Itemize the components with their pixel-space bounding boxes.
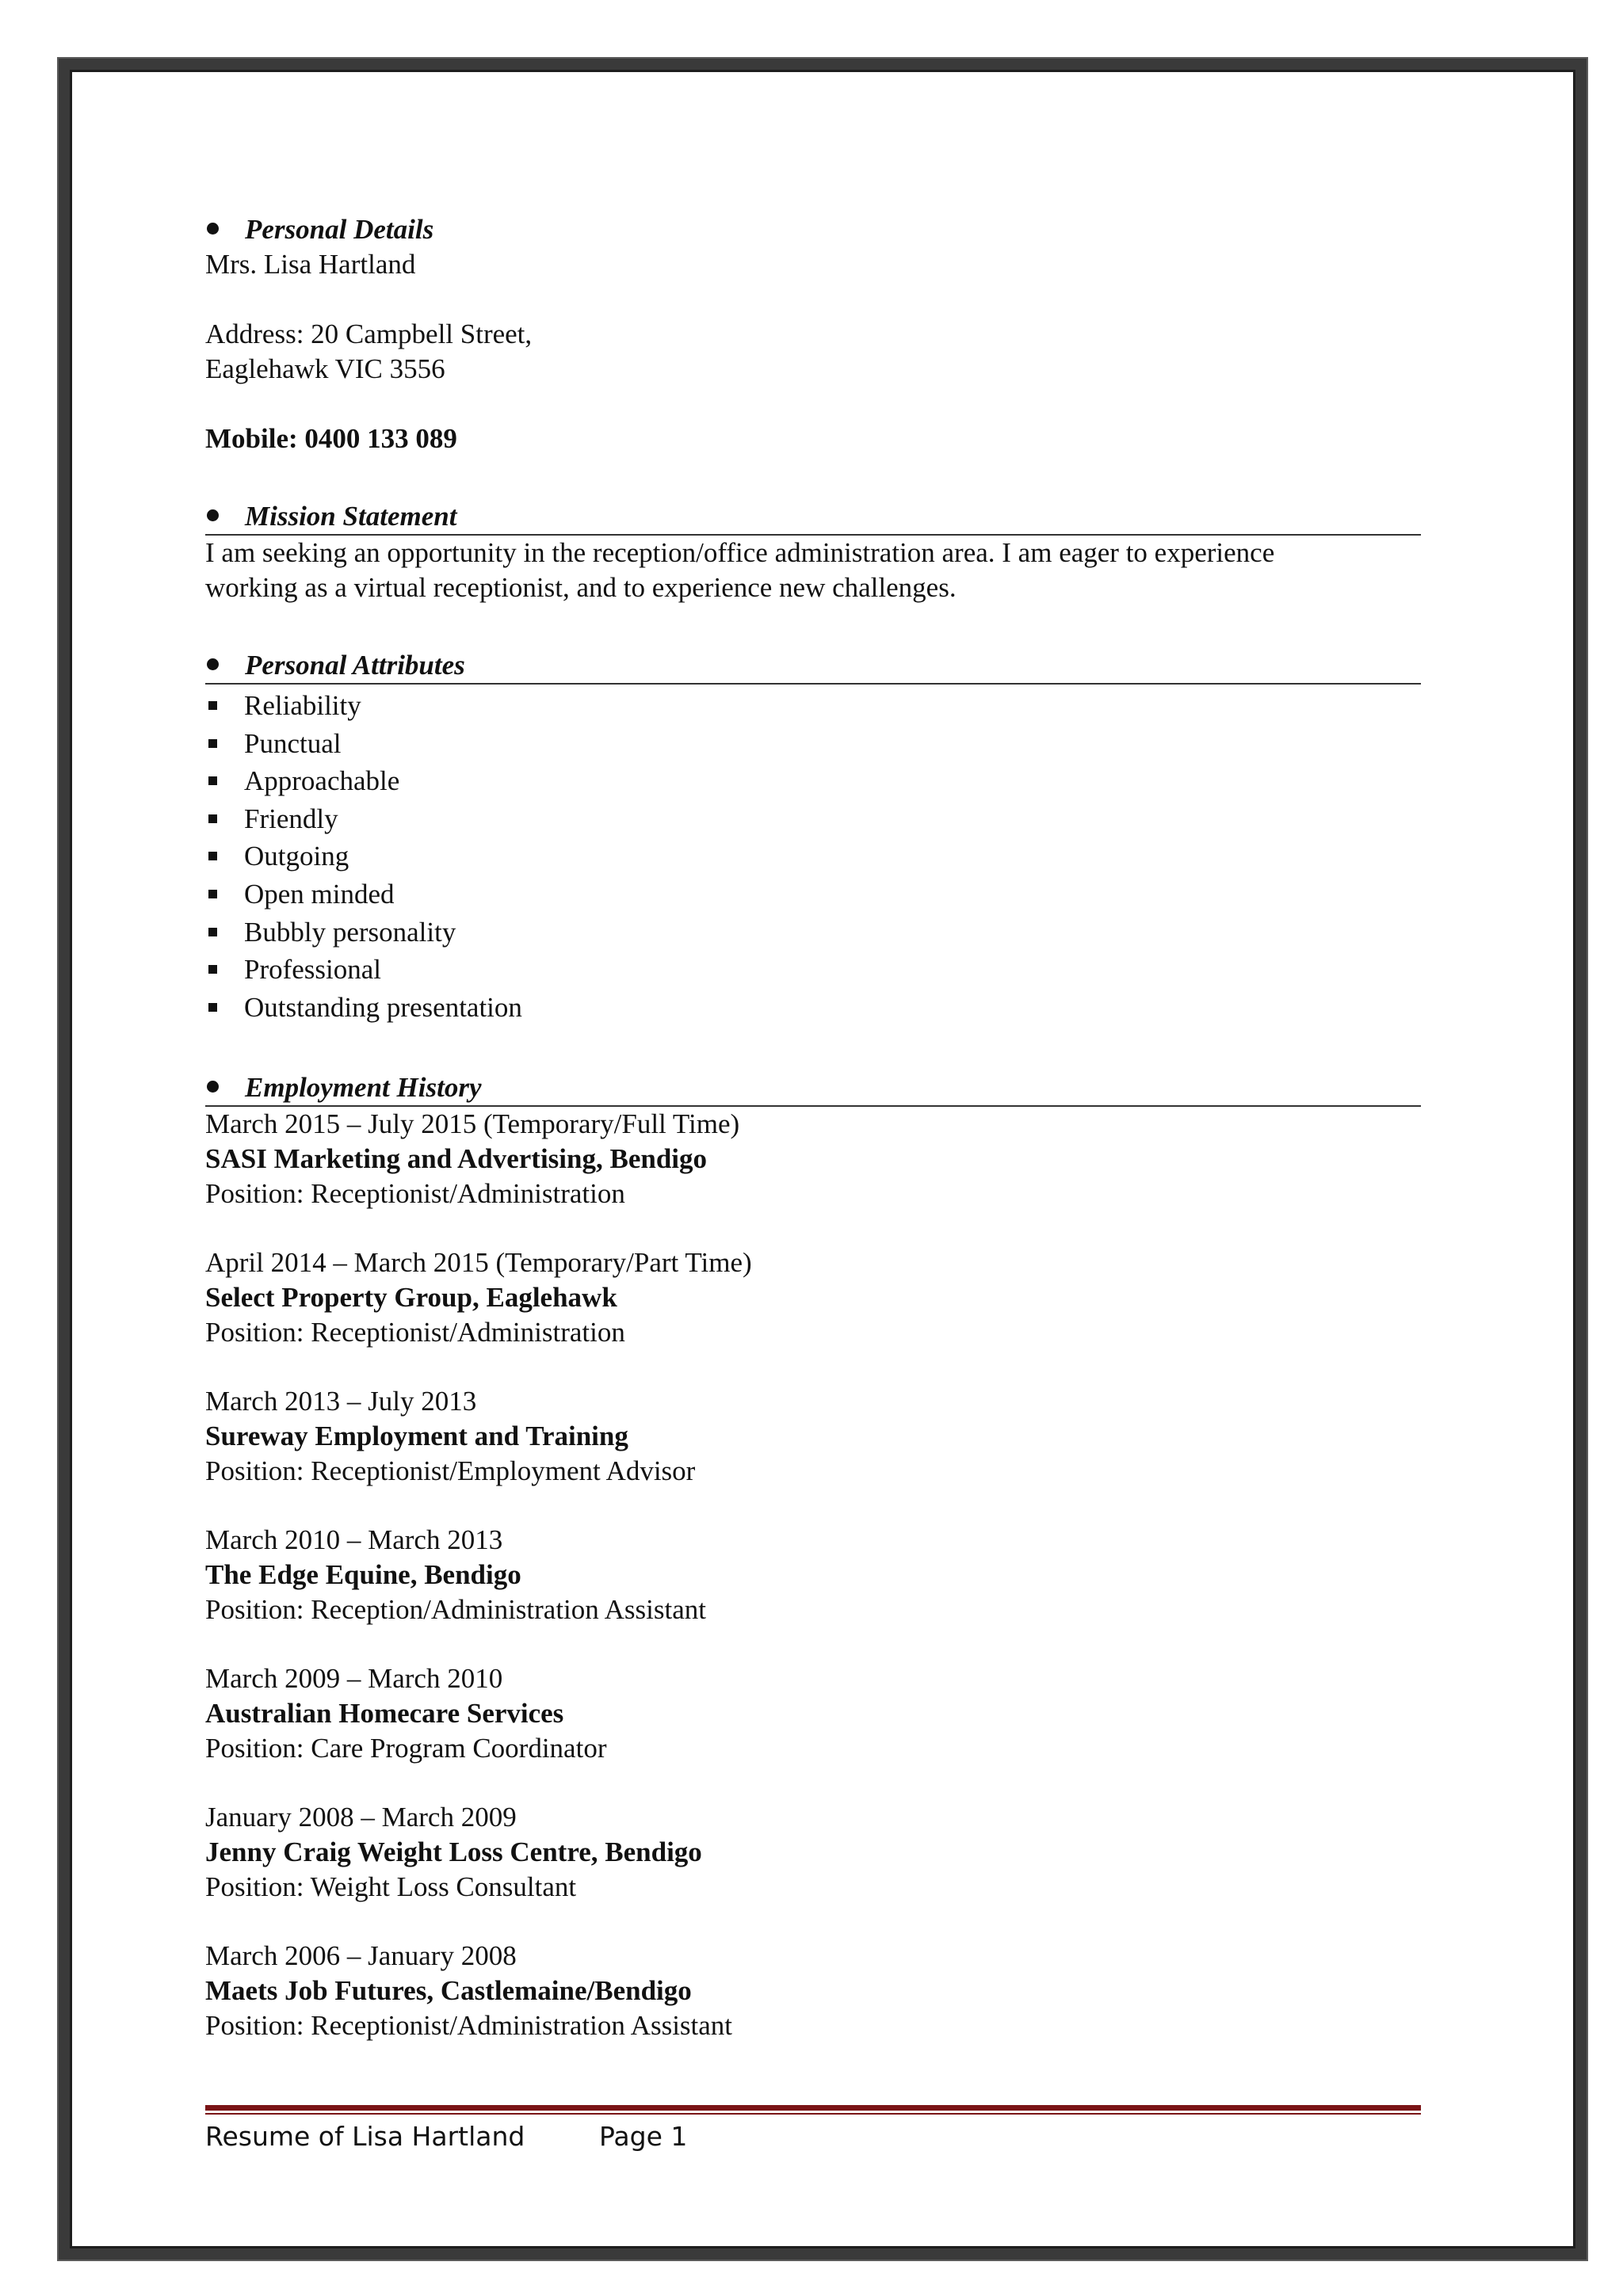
mission-text-line-2: working as a virtual receptionist, and to experience new challenges. [205,572,957,603]
mission-text-line-1: I am seeking an opportunity in the reception/office administration area. I am eager to experience [205,537,1275,568]
footer-rule-thin [205,2113,1421,2115]
job-dates: March 2010 – March 2013 [205,1524,503,1556]
job-dates: March 2009 – March 2010 [205,1663,503,1695]
job-entry [205,1107,1421,1211]
section-heading-employment-history [205,1070,1421,1107]
square-bullet-icon [208,739,217,748]
person-name: Mrs. Lisa Hartland [205,249,416,280]
job-entry [205,1661,1421,1766]
job-position: Position: Receptionist/Administration [205,1317,625,1348]
square-bullet-icon [208,1003,217,1012]
bullet-icon [207,509,219,521]
job-dates: March 2015 – July 2015 (Temporary/Full Time) [205,1108,740,1140]
list-item: Open minded [205,875,1421,913]
job-position: Position: Weight Loss Consultant [205,1871,577,1903]
list-item: Outgoing [205,837,1421,875]
job-entry [205,1245,1421,1350]
job-entry [205,1800,1421,1905]
job-employer: Australian Homecare Services [205,1698,564,1730]
job-position: Position: Reception/Administration Assistant [205,1594,706,1626]
list-item: Bubbly personality [205,913,1421,952]
job-employer: Jenny Craig Weight Loss Centre, Bendigo [205,1836,702,1868]
list-item: Professional [205,951,1421,989]
heading-text: Personal Attributes [245,650,465,681]
bullet-icon [207,658,219,670]
square-bullet-icon [208,776,217,785]
job-entry [205,1939,1421,2043]
address-line-2: Eaglehawk VIC 3556 [205,353,445,384]
square-bullet-icon [208,852,217,860]
section-heading-personal-attributes [205,648,1421,685]
job-dates: March 2006 – January 2008 [205,1940,517,1972]
list-item: Outstanding presentation [205,989,1421,1027]
square-bullet-icon [208,814,217,823]
attributes-list [205,687,1421,1026]
job-employer: The Edge Equine, Bendigo [205,1559,521,1591]
job-position: Position: Receptionist/Administration [205,1178,625,1210]
list-item: Reliability [205,687,1421,725]
mobile-number: Mobile: 0400 133 089 [205,423,457,454]
list-item: Punctual [205,725,1421,763]
address-line-1: Address: 20 Campbell Street, [205,318,533,349]
job-entry [205,1523,1421,1627]
job-dates: March 2013 – July 2013 [205,1386,477,1417]
job-dates: April 2014 – March 2015 (Temporary/Part Time) [205,1247,752,1279]
page-number: Page 1 [599,2121,688,2152]
page-footer [205,2119,688,2154]
job-dates: January 2008 – March 2009 [205,1802,517,1833]
job-employer: Select Property Group, Eaglehawk [205,1282,617,1314]
job-position: Position: Receptionist/Administration Assistant [205,2010,733,2042]
heading-text: Mission Statement [245,501,457,532]
heading-text: Employment History [245,1072,482,1104]
job-employer: SASI Marketing and Advertising, Bendigo [205,1143,708,1175]
job-position: Position: Care Program Coordinator [205,1733,607,1764]
list-item: Friendly [205,800,1421,838]
footer-title: Resume of Lisa Hartland [205,2121,525,2152]
job-entry [205,1384,1421,1489]
resume-body [205,212,1421,2043]
bullet-icon [207,1081,219,1093]
list-item: Approachable [205,762,1421,800]
job-position: Position: Receptionist/Employment Advisor [205,1455,696,1487]
square-bullet-icon [208,965,217,974]
job-employer: Sureway Employment and Training [205,1421,628,1452]
square-bullet-icon [208,928,217,936]
square-bullet-icon [208,890,217,898]
square-bullet-icon [208,701,217,710]
section-heading-personal-details [205,212,1421,247]
bullet-icon [207,223,219,235]
job-employer: Maets Job Futures, Castlemaine/Bendigo [205,1975,692,2007]
section-heading-mission-statement [205,499,1421,536]
heading-text: Personal Details [245,214,434,245]
footer-rule [205,2105,1421,2111]
